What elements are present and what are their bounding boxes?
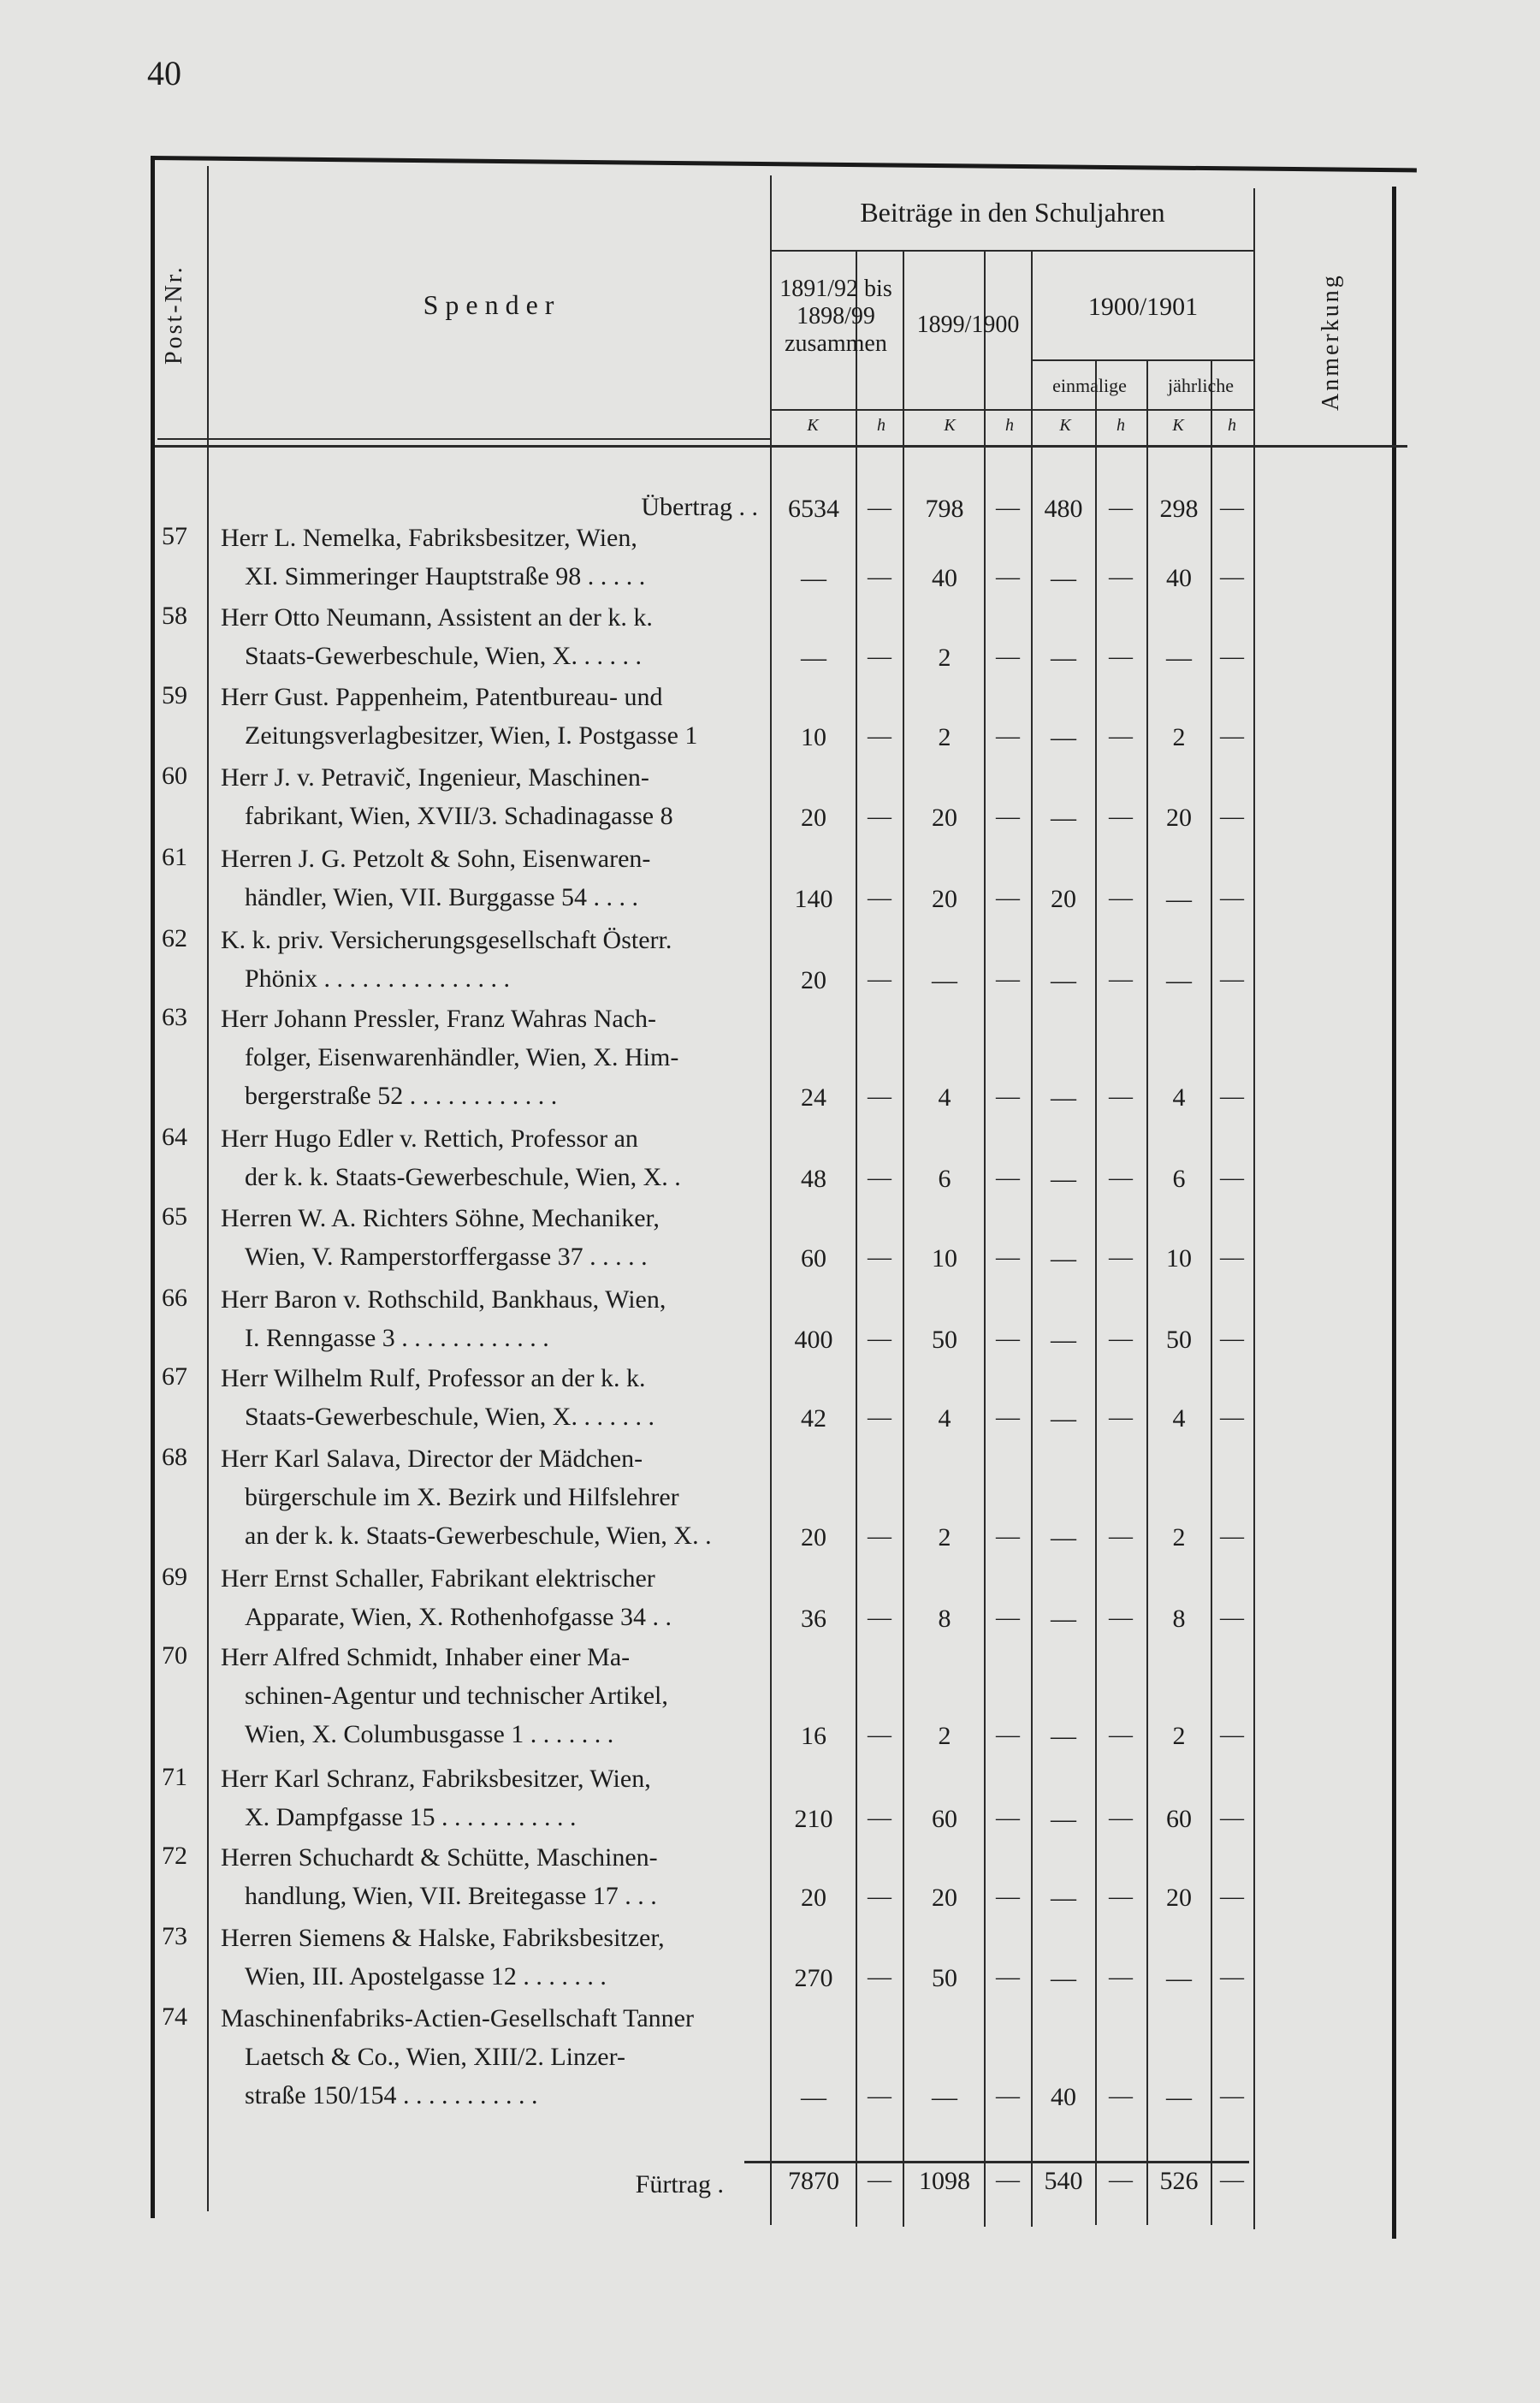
spender-line: Herr J. v. Petravič, Ingenieur, Maschinen-	[221, 763, 649, 792]
spender-line: handlung, Wien, VII. Breitegasse 17 . . .	[245, 1882, 657, 1910]
fuertrag-c2: 1098	[919, 2167, 970, 2195]
h-dash: —	[868, 1404, 891, 1431]
h-dash: —	[996, 644, 1020, 670]
spender-line: Herr Wilhelm Rulf, Professor an der k. k.	[221, 1364, 646, 1392]
uebertrag-c4: 298	[1159, 495, 1199, 523]
amount-c1: 20	[801, 1884, 826, 1912]
h-dash: —	[996, 885, 1020, 911]
h-dash: —	[1220, 1805, 1244, 1831]
h-dash: —	[1109, 1326, 1133, 1352]
post-nr: 74	[162, 2002, 187, 2031]
fuertrag-label: Fürtrag .	[635, 2170, 724, 2198]
amount-c2: —	[932, 966, 957, 994]
h-dash: —	[1109, 1165, 1133, 1191]
header-post-nr: Post-Nr.	[161, 264, 187, 365]
h-dash: —	[1109, 1884, 1133, 1910]
h-dash: —	[1109, 1964, 1133, 1991]
amount-c4: 60	[1166, 1805, 1192, 1833]
amount-c4: 40	[1166, 564, 1192, 592]
amount-c1: —	[801, 2083, 826, 2111]
amount-c3: —	[1051, 1523, 1076, 1552]
h-dash: —	[1109, 644, 1133, 670]
amount-c4: —	[1166, 644, 1192, 672]
post-nr: 70	[162, 1641, 187, 1670]
unit-k: K	[807, 416, 819, 435]
amount-c2: 2	[938, 723, 951, 751]
h-dash: —	[996, 495, 1020, 521]
post-nr: 65	[162, 1202, 187, 1231]
amount-c3: —	[1051, 644, 1076, 672]
h-dash: —	[1109, 723, 1133, 750]
h-dash: —	[1220, 2167, 1244, 2193]
h-dash: —	[1109, 495, 1133, 521]
h-dash: —	[868, 1165, 891, 1191]
spender-line: händler, Wien, VII. Burggasse 54 . . . .	[245, 883, 639, 911]
spender-line: fabrikant, Wien, XVII/3. Schadinagasse 8	[245, 802, 673, 830]
h-dash: —	[1109, 1722, 1133, 1748]
spender-line: bergerstraße 52 . . . . . . . . . . . .	[245, 1082, 558, 1110]
col-line-h2	[1031, 250, 1033, 2227]
unit-h: h	[877, 416, 886, 435]
amount-c2: 60	[932, 1805, 957, 1833]
col-line-k4	[1211, 359, 1212, 2225]
spender-line: Herr L. Nemelka, Fabriksbesitzer, Wien,	[221, 524, 637, 552]
h-dash: —	[1220, 1083, 1244, 1110]
post-nr: 61	[162, 843, 187, 871]
amount-c3: —	[1051, 1404, 1076, 1433]
spender-line: XI. Simmeringer Hauptstraße 98 . . . . .	[245, 562, 646, 590]
h-dash: —	[996, 804, 1020, 830]
h-dash: —	[996, 1083, 1020, 1110]
amount-c4: 50	[1166, 1326, 1192, 1354]
amount-c3: —	[1051, 564, 1076, 592]
post-nr: 72	[162, 1842, 187, 1870]
amount-c1: —	[801, 644, 826, 672]
h-dash: —	[868, 495, 891, 521]
spender-line: Herr Otto Neumann, Assistent an der k. k.	[221, 603, 653, 632]
amount-c4: 4	[1172, 1083, 1186, 1112]
amount-c4: 20	[1166, 1884, 1192, 1912]
h-dash: —	[996, 564, 1020, 590]
post-nr: 71	[162, 1763, 187, 1791]
spender-line: Laetsch & Co., Wien, XIII/2. Linzer-	[245, 2043, 625, 2071]
header-beitraege: Beiträge in den Schuljahren	[860, 197, 1165, 228]
amount-c2: 20	[932, 804, 957, 832]
col-line-h1	[903, 250, 904, 2227]
h-dash: —	[1220, 1326, 1244, 1352]
h-dash: —	[996, 1165, 1020, 1191]
spender-line: Wien, III. Apostelgasse 12 . . . . . . .	[245, 1962, 607, 1991]
table-frame-left	[151, 156, 155, 2218]
spender-line: I. Renngasse 3 . . . . . . . . . . . .	[245, 1324, 549, 1352]
h-dash: —	[868, 564, 891, 590]
unit-h: h	[1228, 416, 1236, 435]
amount-c2: 8	[938, 1605, 951, 1633]
header-einmalige: einmalige	[1052, 375, 1127, 396]
h-dash: —	[1220, 1404, 1244, 1431]
spender-line: K. k. priv. Versicherungsgesellschaft Österr.	[221, 926, 672, 954]
header-spender: Spender	[423, 289, 561, 320]
amount-c3: —	[1051, 804, 1076, 832]
h-dash: —	[1109, 564, 1133, 590]
amount-c4: 10	[1166, 1244, 1192, 1273]
post-nr: 59	[162, 681, 187, 709]
unit-h: h	[1005, 416, 1014, 435]
amount-c3: —	[1051, 1244, 1076, 1273]
header-rule-left	[157, 438, 770, 440]
col-line-k1	[856, 250, 857, 2227]
h-dash: —	[868, 1884, 891, 1910]
amount-c2: 4	[938, 1404, 951, 1433]
h-dash: —	[996, 1805, 1020, 1831]
col-line-spender	[770, 175, 772, 2225]
uebertrag-label: Übertrag . .	[641, 493, 758, 521]
h-dash: —	[868, 885, 891, 911]
h-dash: —	[996, 1244, 1020, 1271]
col-line-k2	[984, 250, 986, 2227]
spender-line: Herr Hugo Edler v. Rettich, Professor an	[221, 1124, 638, 1153]
spender-line: X. Dampfgasse 15 . . . . . . . . . . .	[245, 1803, 577, 1831]
post-nr: 58	[162, 602, 187, 630]
h-dash: —	[1220, 2083, 1244, 2109]
total-rule	[744, 2161, 1249, 2163]
spender-line: Wien, V. Ramperstorffergasse 37 . . . . .	[245, 1243, 648, 1271]
amount-c3: 20	[1051, 885, 1076, 913]
header-rule-periods	[772, 250, 1253, 252]
header-jaehrliche: jährliche	[1168, 375, 1234, 396]
post-nr: 68	[162, 1443, 187, 1471]
h-dash: —	[1220, 495, 1244, 521]
h-dash: —	[996, 966, 1020, 993]
amount-c2: 10	[932, 1244, 957, 1273]
uebertrag-c1: 6534	[788, 495, 839, 523]
h-dash: —	[996, 1964, 1020, 1991]
h-dash: —	[868, 966, 891, 993]
amount-c1: 270	[794, 1964, 833, 1992]
amount-c1: 20	[801, 1523, 826, 1552]
amount-c3: —	[1051, 1964, 1076, 1992]
amount-c1: 36	[801, 1605, 826, 1633]
header-rule-subperiods	[1033, 359, 1253, 361]
spender-line: Zeitungsverlagbesitzer, Wien, I. Postgasse 1	[245, 721, 698, 750]
amount-c4: 2	[1172, 723, 1186, 751]
amount-c3: —	[1051, 723, 1076, 751]
col-line-nr	[207, 166, 209, 2211]
h-dash: —	[1109, 2083, 1133, 2109]
h-dash: —	[996, 1605, 1020, 1631]
h-dash: —	[868, 804, 891, 830]
h-dash: —	[996, 1523, 1020, 1550]
post-nr: 69	[162, 1563, 187, 1591]
amount-c3: —	[1051, 1805, 1076, 1833]
spender-line: der k. k. Staats-Gewerbeschule, Wien, X. .	[245, 1163, 681, 1191]
post-nr: 64	[162, 1123, 187, 1151]
header-anmerkung: Anmerkung	[1318, 273, 1344, 411]
amount-c1: 400	[794, 1326, 833, 1354]
amount-c3: —	[1051, 1605, 1076, 1633]
table-frame-top	[151, 156, 1417, 172]
fuertrag-c4: 526	[1159, 2167, 1199, 2195]
uebertrag-c2: 798	[925, 495, 964, 523]
amount-c1: 48	[801, 1165, 826, 1193]
unit-k: K	[1172, 416, 1184, 435]
h-dash: —	[868, 1326, 891, 1352]
col-line-k3	[1095, 359, 1097, 2225]
amount-c1: 60	[801, 1244, 826, 1273]
spender-line: Herren Schuchardt & Schütte, Maschinen-	[221, 1843, 658, 1872]
amount-c2: 50	[932, 1326, 957, 1354]
header-rule-units	[772, 409, 1253, 411]
amount-c3: —	[1051, 966, 1076, 994]
amount-c2: 20	[932, 885, 957, 913]
spender-line: Apparate, Wien, X. Rothenhofgasse 34 . .	[245, 1603, 672, 1631]
header-rule	[155, 445, 1407, 448]
amount-c4: —	[1166, 2083, 1192, 2111]
amount-c4: 8	[1172, 1605, 1186, 1633]
amount-c4: 2	[1172, 1722, 1186, 1750]
amount-c4: 4	[1172, 1404, 1186, 1433]
amount-c2: 2	[938, 644, 951, 672]
h-dash: —	[996, 723, 1020, 750]
spender-line: Herr Ernst Schaller, Fabrikant elektrischer	[221, 1564, 655, 1593]
h-dash: —	[996, 1722, 1020, 1748]
h-dash: —	[868, 644, 891, 670]
header-period-1: 1891/92 bis 1898/99 zusammen	[779, 276, 892, 358]
amount-c4: 2	[1172, 1523, 1186, 1552]
unit-k: K	[1059, 416, 1071, 435]
h-dash: —	[1220, 1523, 1244, 1550]
amount-c2: —	[932, 2083, 957, 2111]
post-nr: 60	[162, 762, 187, 790]
h-dash: —	[868, 2167, 891, 2193]
h-dash: —	[868, 1523, 891, 1550]
h-dash: —	[996, 1404, 1020, 1431]
amount-c1: —	[801, 564, 826, 592]
h-dash: —	[1220, 966, 1244, 993]
h-dash: —	[868, 1244, 891, 1271]
post-nr: 73	[162, 1922, 187, 1950]
spender-line: bürgerschule im X. Bezirk und Hilfslehrer	[245, 1483, 679, 1511]
amount-c3: —	[1051, 1083, 1076, 1112]
post-nr: 66	[162, 1284, 187, 1312]
h-dash: —	[868, 1805, 891, 1831]
amount-c1: 20	[801, 966, 826, 994]
h-dash: —	[868, 1964, 891, 1991]
amount-c1: 16	[801, 1722, 826, 1750]
amount-c2: 6	[938, 1165, 951, 1193]
amount-c4: —	[1166, 885, 1192, 913]
unit-h: h	[1116, 416, 1125, 435]
fuertrag-c1: 7870	[788, 2167, 839, 2195]
h-dash: —	[1109, 966, 1133, 993]
h-dash: —	[1220, 1605, 1244, 1631]
h-dash: —	[1220, 1165, 1244, 1191]
spender-line: Staats-Gewerbeschule, Wien, X. . . . . .	[245, 642, 642, 670]
spender-line: Staats-Gewerbeschule, Wien, X. . . . . . .	[245, 1403, 654, 1431]
h-dash: —	[868, 1722, 891, 1748]
amount-c1: 210	[794, 1805, 833, 1833]
h-dash: —	[1220, 885, 1244, 911]
spender-line: Phönix . . . . . . . . . . . . . . .	[245, 964, 511, 993]
amount-c3: 40	[1051, 2083, 1076, 2111]
h-dash: —	[996, 1884, 1020, 1910]
h-dash: —	[1109, 1083, 1133, 1110]
post-nr: 57	[162, 522, 187, 550]
page-number: 40	[147, 54, 181, 92]
spender-line: Herr Alfred Schmidt, Inhaber einer Ma-	[221, 1643, 631, 1671]
h-dash: —	[1220, 1722, 1244, 1748]
header-period-2: 1899/1900	[916, 312, 1020, 338]
col-line-h3	[1146, 359, 1148, 2225]
spender-line: straße 150/154 . . . . . . . . . . .	[245, 2081, 538, 2109]
spender-line: Maschinenfabriks-Actien-Gesellschaft Tanner	[221, 2004, 694, 2032]
h-dash: —	[1109, 1605, 1133, 1631]
amount-c2: 4	[938, 1083, 951, 1112]
post-nr: 62	[162, 924, 187, 952]
spender-line: schinen-Agentur und technischer Artikel,	[245, 1682, 668, 1710]
amount-c3: —	[1051, 1165, 1076, 1193]
h-dash: —	[1109, 1404, 1133, 1431]
h-dash: —	[1109, 2167, 1133, 2193]
h-dash: —	[1220, 564, 1244, 590]
h-dash: —	[868, 2083, 891, 2109]
header-period-3: 1900/1901	[1087, 293, 1199, 321]
h-dash: —	[1109, 1523, 1133, 1550]
h-dash: —	[868, 1605, 891, 1631]
h-dash: —	[1220, 644, 1244, 670]
spender-line: Herr Johann Pressler, Franz Wahras Nach-	[221, 1005, 656, 1033]
h-dash: —	[1220, 1964, 1244, 1991]
spender-line: folger, Eisenwarenhändler, Wien, X. Him-	[245, 1043, 679, 1071]
amount-c4: 20	[1166, 804, 1192, 832]
spender-line: an der k. k. Staats-Gewerbeschule, Wien, X. .	[245, 1522, 712, 1550]
h-dash: —	[996, 1326, 1020, 1352]
unit-k: K	[944, 416, 956, 435]
h-dash: —	[996, 2167, 1020, 2193]
spender-line: Herren J. G. Petzolt & Sohn, Eisenwaren-	[221, 845, 651, 873]
spender-line: Herren Siemens & Halske, Fabriksbesitzer,	[221, 1924, 665, 1952]
h-dash: —	[1109, 1805, 1133, 1831]
amount-c3: —	[1051, 1326, 1076, 1354]
amount-c2: 50	[932, 1964, 957, 1992]
amount-c3: —	[1051, 1884, 1076, 1912]
fuertrag-c3: 540	[1044, 2167, 1083, 2195]
h-dash: —	[1220, 1884, 1244, 1910]
h-dash: —	[1220, 723, 1244, 750]
amount-c1: 10	[801, 723, 826, 751]
amount-c1: 42	[801, 1404, 826, 1433]
h-dash: —	[996, 2083, 1020, 2109]
amount-c1: 24	[801, 1083, 826, 1112]
post-nr: 63	[162, 1003, 187, 1031]
amount-c2: 2	[938, 1523, 951, 1552]
h-dash: —	[868, 1083, 891, 1110]
spender-line: Wien, X. Columbusgasse 1 . . . . . . .	[245, 1720, 614, 1748]
spender-line: Herr Karl Salava, Director der Mädchen-	[221, 1445, 643, 1473]
amount-c2: 40	[932, 564, 957, 592]
amount-c2: 2	[938, 1722, 951, 1750]
amount-c4: —	[1166, 1964, 1192, 1992]
amount-c3: —	[1051, 1722, 1076, 1750]
table-frame-right	[1392, 187, 1396, 2239]
h-dash: —	[1220, 804, 1244, 830]
col-line-anmerkung	[1253, 188, 1255, 2229]
amount-c1: 140	[794, 885, 833, 913]
uebertrag-c3: 480	[1044, 495, 1083, 523]
amount-c1: 20	[801, 804, 826, 832]
spender-line: Herr Baron v. Rothschild, Bankhaus, Wien,	[221, 1285, 666, 1314]
h-dash: —	[1109, 885, 1133, 911]
h-dash: —	[1220, 1244, 1244, 1271]
spender-line: Herren W. A. Richters Söhne, Mechaniker,	[221, 1204, 660, 1232]
h-dash: —	[1109, 804, 1133, 830]
post-nr: 67	[162, 1362, 187, 1391]
amount-c4: —	[1166, 966, 1192, 994]
h-dash: —	[868, 723, 891, 750]
spender-line: Herr Karl Schranz, Fabriksbesitzer, Wien,	[221, 1765, 651, 1793]
amount-c2: 20	[932, 1884, 957, 1912]
h-dash: —	[1109, 1244, 1133, 1271]
spender-line: Herr Gust. Pappenheim, Patentbureau- und	[221, 683, 663, 711]
amount-c4: 6	[1172, 1165, 1186, 1193]
